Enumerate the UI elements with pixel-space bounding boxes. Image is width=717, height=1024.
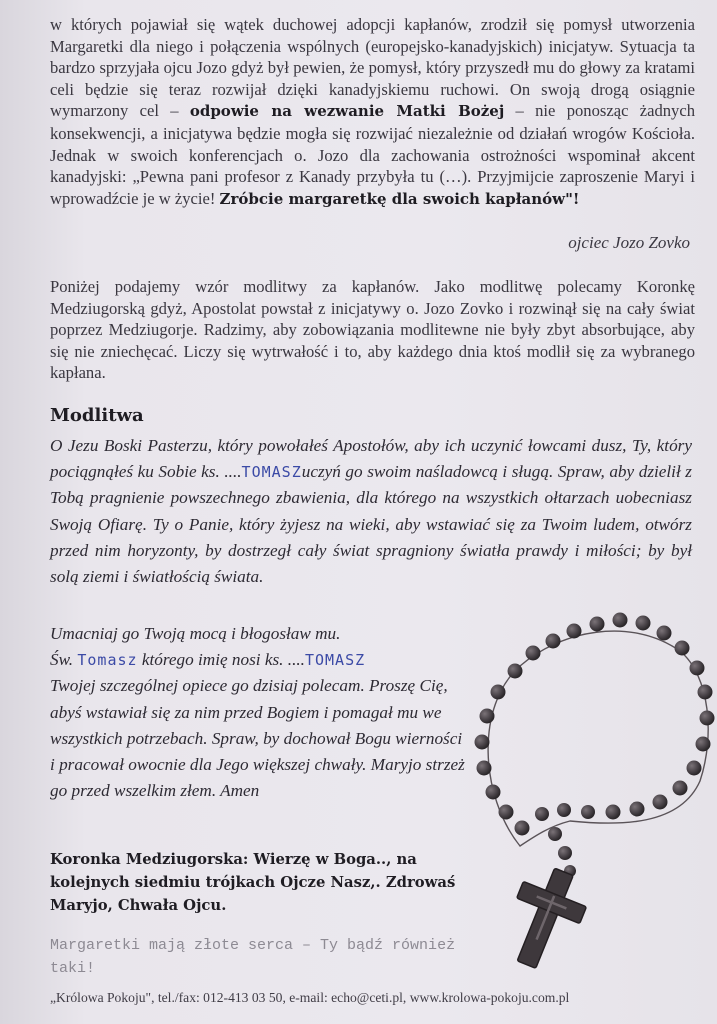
bead <box>558 846 572 860</box>
bead <box>548 827 562 841</box>
bead <box>546 634 561 649</box>
bead <box>653 795 668 810</box>
bead <box>698 685 713 700</box>
intro-paragraph <box>50 14 695 210</box>
bead <box>590 617 605 632</box>
prayer-heading: Modlitwa <box>50 405 144 426</box>
prayer-text-1b: uczyń go swoim naśladowcą i sługą. Spraw, aby dzielił z Tobą pragnienie powszechnego zbawienia, dla którego na wszystkich ołtarzach uobecniasz Swoją Ofiarę. Ty o Panie, który żyjesz na wieki, aby wstawiać się za Twoim ludem, otwórz przed nim horyzonty, by dostrzegł cały świat spragniony światła prawdy i miłości; by był solą ziemi i światłością świata. <box>50 462 692 587</box>
bead <box>675 641 690 656</box>
bead <box>491 685 506 700</box>
bead <box>700 711 715 726</box>
bead <box>657 626 672 641</box>
bead <box>508 664 523 679</box>
rosary-note: Koronka Medziugorska: Wierzę w Boga.., na kolejnych siedmiu trójkach Ojcze Nasz,. Zdrowaś Maryjo, Chwała Ojcu. <box>50 851 456 914</box>
bead <box>526 646 541 661</box>
bead <box>486 785 501 800</box>
handwritten-name: TOMASZ <box>241 463 302 482</box>
crucifix <box>495 859 596 976</box>
rosary-image <box>460 596 717 976</box>
bead <box>475 735 490 750</box>
bead <box>515 821 530 836</box>
instructions-paragraph: Poniżej podajemy wzór modlitwy za kapłanów. Jako modlitwę polecamy Koronkę Medziugorską gdyż, Apostolat powstał z inicjatywy o. Jozo Zovko i rozwinął się na cały świat poprzez Medziugorje. Radzimy, aby zobowiązania modlitewne nie były zbyt absorbujące, aby się nie zniechęcać. Liczy się wytrwałość i to, aby każdego dnia ktoś modlił się za wybranego kapłana. <box>50 277 695 383</box>
prayer-text-1a: O Jezu Boski Pasterzu, który powołałeś Apostołów, aby ich uczynić łowcami dusz, Ty, który pociągnąłeś ku Sobie ks. .... <box>50 436 692 482</box>
intro-bold-b: Zróbcie margaretkę dla swoich kapłanów"! <box>219 189 580 208</box>
handwritten-priest-name: TOMASZ <box>304 651 366 670</box>
bead <box>613 613 628 628</box>
intro-text-a: w których pojawiał się wątek duchowej adopcji kapłanów, zrodził się pomysł utworzenia Margaretki dla niego i połączenia wspólnych (europejsko-kanadyjskich) inicjatyw. Sytuacja ta bardzo sprzyjała ojcu Jozo gdyż był pewien, że pomysł, który przyszedł mu do głowy za kratami celi będzie się teraz rozwijał dzięki kanadyjskiemu ruchowi. On swoją drogą osiągnie wymarzony cel – <box>50 15 695 121</box>
intro-text-b: – nie ponosząc żadnych konsekwencji, a inicjatywa będzie mogła się rozwijać niezależnie od działań wrogów Kościoła. Jednak w swoich konferencjach o. Jozo dla zachowania ostrożności wspominał akcent kanadyjski: „Pewna pani profesor z Kanady przybyła tu (…). Przyjmijcie zaproszenie Maryi i wprowadźcie je w życie! <box>50 101 695 208</box>
prayer-part-2 <box>50 621 470 804</box>
bead <box>535 807 549 821</box>
bead <box>581 805 595 819</box>
prayer-part-1 <box>50 433 692 590</box>
rosary-cord <box>488 631 708 846</box>
bead <box>696 737 711 752</box>
bead <box>690 661 705 676</box>
prayer-strengthen-line: Umacniaj go Twoją mocą i błogosław mu. <box>50 624 341 643</box>
footer-contact: „Królowa Pokoju", tel./fax: 012-413 03 50, e-mail: echo@ceti.pl, www.krolowa-pokoju.com.pl <box>50 990 570 1005</box>
bead <box>673 781 688 796</box>
margaretki-motto: Margaretki mają złote serca – Ty bądź również taki! <box>50 937 456 977</box>
signature: ojciec Jozo Zovko <box>568 233 690 252</box>
bead <box>499 805 514 820</box>
prayer-text-2: Twojej szczególnej opiece go dzisiaj polecam. Proszę Cię, abyś wstawiał się za nim przed Bogiem i pomagał mu we wszystkich potrzebach. Spraw, by dochował Bogu wierności i pracował owocnie dla Jego większej chwały. Maryjo strzeż go przed wszelkim złem. Amen <box>50 676 465 801</box>
saint-prefix: Św. <box>50 650 74 670</box>
saint-middle: którego imię nosi ks. .... <box>141 650 305 670</box>
intro-bold-a: odpowie na wezwanie Matki Bożej <box>189 102 505 121</box>
bead <box>687 761 702 776</box>
bead <box>630 802 645 817</box>
bead <box>477 761 492 776</box>
bead <box>606 805 621 820</box>
rosary-beads <box>475 613 715 878</box>
bead <box>567 624 582 639</box>
bead <box>636 616 651 631</box>
handwritten-saint-name: Tomasz <box>77 651 138 670</box>
bead <box>557 803 571 817</box>
bead <box>480 709 495 724</box>
